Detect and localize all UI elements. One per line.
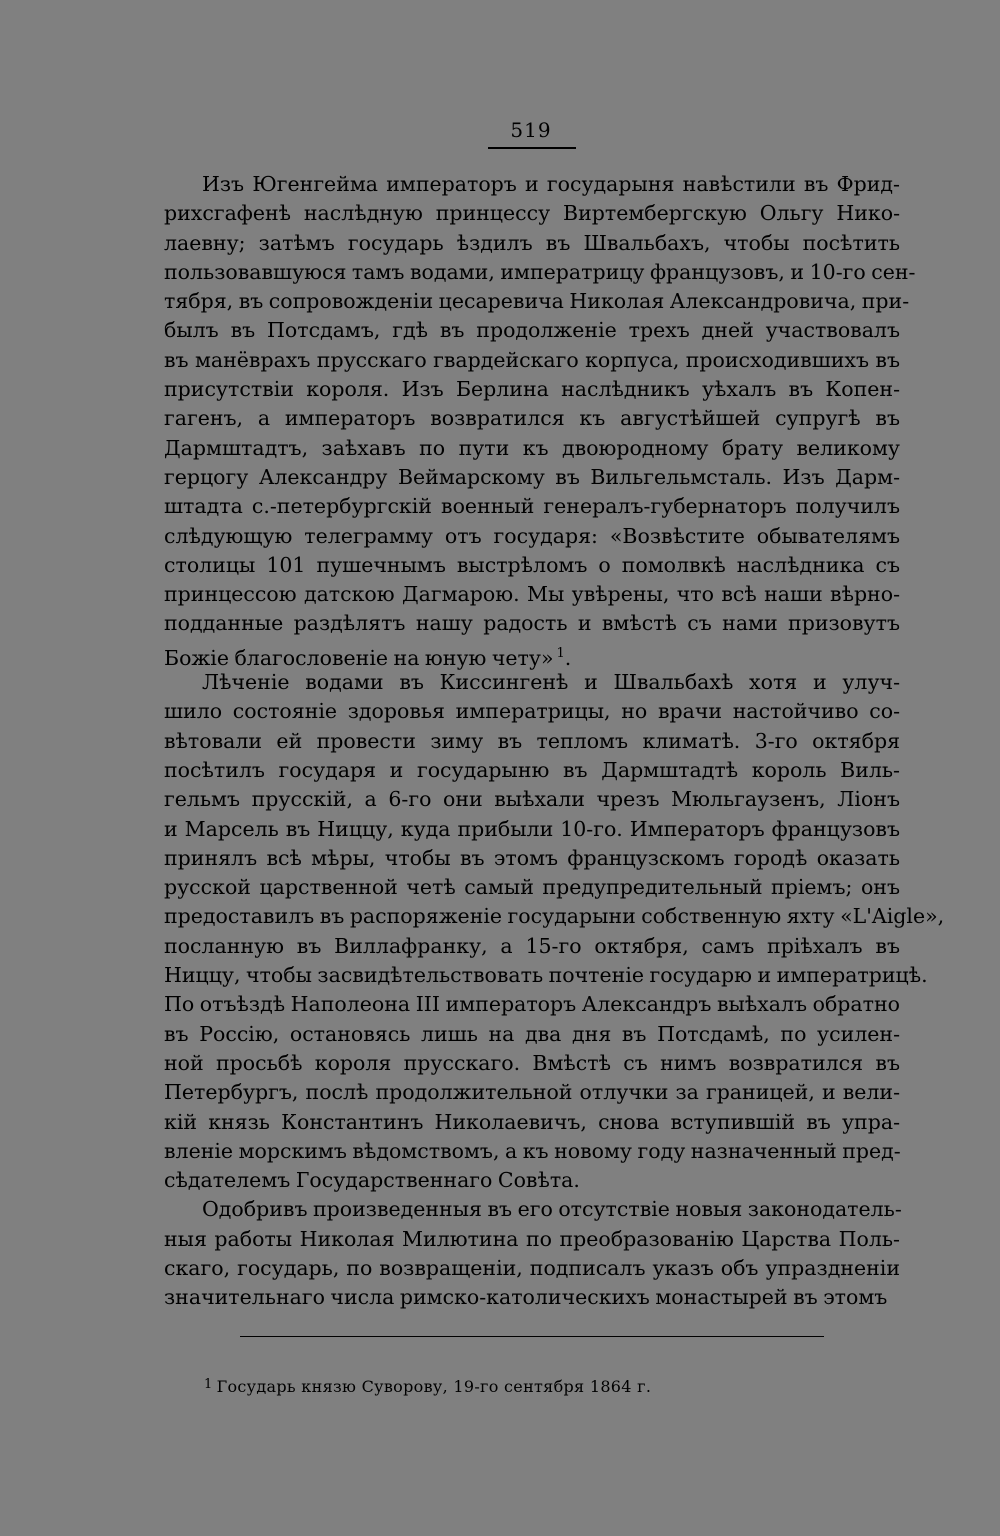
closing-punctuation: . xyxy=(564,645,572,670)
line-text: герцогу Александру Веймарскому въ Вильгельмсталь. Изъ Дарм- xyxy=(164,464,900,489)
footnote-reference: 1 xyxy=(556,645,565,661)
line-text: Одобривъ произведенныя въ его отсутствіе новыя законодатель- xyxy=(202,1197,902,1222)
text-line xyxy=(164,580,900,609)
line-text: и Марсель въ Ниццу, куда прибыли 10-го. Императоръ французовъ xyxy=(164,816,900,841)
line-text: ной просьбѣ короля прусскаго. Вмѣстѣ съ нимъ возвратился въ xyxy=(164,1050,900,1075)
line-text: значительнаго числа римско-католическихъ монастырей въ этомъ xyxy=(164,1285,888,1310)
text-line xyxy=(164,932,900,961)
line-text: русской царственной четѣ самый предупредительный пріемъ; онъ xyxy=(164,875,900,900)
page-number: 519 xyxy=(510,118,552,142)
line-text: подданные раздѣлятъ нашу радость и вмѣстѣ съ нами призовутъ xyxy=(164,611,900,636)
line-text: Изъ Югенгейма императоръ и государыня навѣстили въ Фрид- xyxy=(202,172,900,196)
text-line xyxy=(164,873,900,902)
text-line xyxy=(164,990,900,1019)
footnote xyxy=(204,1374,651,1398)
page-number-underline xyxy=(488,147,576,149)
text-line xyxy=(164,1254,900,1283)
text-line xyxy=(164,258,916,287)
text-line xyxy=(164,902,945,931)
text-line xyxy=(164,756,900,785)
text-line xyxy=(164,434,900,463)
line-text: гельмъ прусскій, а 6-го они выѣхали чрезъ Мюльгаузенъ, Ліонъ xyxy=(164,787,900,812)
line-text: присутствіи короля. Изъ Берлина наслѣдникъ уѣхалъ въ Копен- xyxy=(164,377,900,402)
text-line xyxy=(164,229,900,258)
text-line xyxy=(164,727,900,756)
line-text: лаевну; затѣмъ государь ѣздилъ въ Швальбахъ, чтобы посѣтить xyxy=(164,230,900,255)
line-text: пользовавшуюся тамъ водами, императрицу французовъ, и 10-го сен- xyxy=(164,259,916,284)
footnote-text: Государь князю Суворову, 19-го сентября 1864 г. xyxy=(216,1377,652,1396)
line-text: былъ въ Потсдамъ, гдѣ въ продолженіе трехъ дней участвовалъ xyxy=(164,318,900,343)
line-text: Лѣченіе водами въ Киссингенѣ и Швальбахѣ хотя и улуч- xyxy=(202,670,900,695)
text-line xyxy=(164,961,928,990)
line-text: вленіе морскимъ вѣдомствомъ, а къ новому году назначенный пред- xyxy=(164,1138,901,1163)
text-line xyxy=(164,1137,900,1166)
line-text: шило состояніе здоровья императрицы, но врачи настойчиво со- xyxy=(164,699,900,724)
text-line xyxy=(164,287,910,316)
line-text: кій князь Константинъ Николаевичъ, снова вступившій въ упра- xyxy=(164,1109,900,1134)
line-text: въ манёврахъ прусскаго гвардейскаго корпуса, происходившихъ въ xyxy=(164,347,900,372)
text-line xyxy=(164,1195,900,1224)
text-line xyxy=(164,316,900,345)
text-line xyxy=(164,1108,900,1137)
line-text: слѣдующую телеграмму отъ государя: «Возвѣстите обывателямъ xyxy=(164,523,900,548)
text-line xyxy=(164,551,900,580)
text-line xyxy=(164,463,900,492)
line-text: тября, въ сопровожденіи цесаревича Николая Александровича, при- xyxy=(164,289,910,314)
line-text: гагенъ, а императоръ возвратился къ августѣйшей супругѣ въ xyxy=(164,406,900,431)
text-line xyxy=(164,785,900,814)
text-line xyxy=(164,1078,900,1107)
text-line xyxy=(164,1166,900,1195)
text-line xyxy=(164,346,900,375)
text-line xyxy=(164,609,900,638)
text-line xyxy=(164,199,900,228)
line-text: ныя работы Николая Милютина по преобразованію Царства Поль- xyxy=(164,1226,900,1251)
text-line xyxy=(164,844,900,873)
text-line xyxy=(164,1283,900,1312)
line-text: штадта с.-петербургскій военный генералъ-губернаторъ получилъ xyxy=(164,494,900,519)
line-text: столицы 101 пушечнымъ выстрѣломъ о помолвкѣ наслѣдника съ xyxy=(164,552,900,577)
text-line xyxy=(164,1020,900,1049)
text-line xyxy=(164,1049,900,1078)
text-line xyxy=(164,697,900,726)
line-text: посѣтилъ государя и государыню въ Дармштадтѣ король Виль- xyxy=(164,757,900,782)
text-line xyxy=(164,492,900,521)
line-text: Божіе благословеніе на юную чету» xyxy=(164,645,554,670)
body-text xyxy=(164,170,945,1313)
line-text: предоставилъ въ распоряженіе государыни собственную яхту «L'Aigle», xyxy=(164,904,945,929)
line-text: Дармштадтъ, заѣхавъ по пути къ двоюродному брату великому xyxy=(164,435,900,460)
line-text: Ниццу, чтобы засвидѣтельствовать почтеніе государю и императрицѣ. xyxy=(164,963,928,988)
text-line xyxy=(164,170,900,199)
text-line xyxy=(164,375,900,404)
line-text: принцессою датскою Дагмарою. Мы увѣрены, что всѣ наши вѣрно- xyxy=(164,582,900,607)
footnote-mark: 1 xyxy=(204,1377,213,1392)
line-text: По отъѣздѣ Наполеона III императоръ Александръ выѣхалъ обратно xyxy=(164,992,900,1017)
footnote-separator xyxy=(240,1336,824,1337)
line-text: посланную въ Виллафранку, а 15-го октября, самъ пріѣхалъ въ xyxy=(164,933,900,958)
line-text: скаго, государь, по возвращеніи, подписалъ указъ объ упраздненіи xyxy=(164,1255,900,1280)
text-line xyxy=(164,404,900,433)
text-line xyxy=(164,639,900,668)
line-text: рихсгафенѣ наслѣдную принцессу Виртембергскую Ольгу Нико- xyxy=(164,201,900,226)
text-line xyxy=(164,668,900,697)
line-text: принялъ всѣ мѣры, чтобы въ этомъ французскомъ городѣ оказать xyxy=(164,845,900,870)
line-text: вѣтовали ей провести зиму въ тепломъ климатѣ. 3-го октября xyxy=(164,728,900,753)
line-text: Петербургъ, послѣ продолжительной отлучки за границей, и вели- xyxy=(164,1080,900,1105)
line-text: въ Россію, остановясь лишь на два дня въ Потсдамѣ, по усилен- xyxy=(164,1021,900,1046)
text-line xyxy=(164,815,900,844)
text-line xyxy=(164,1225,900,1254)
text-line xyxy=(164,522,900,551)
line-text: сѣдателемъ Государственнаго Совѣта. xyxy=(164,1168,580,1193)
